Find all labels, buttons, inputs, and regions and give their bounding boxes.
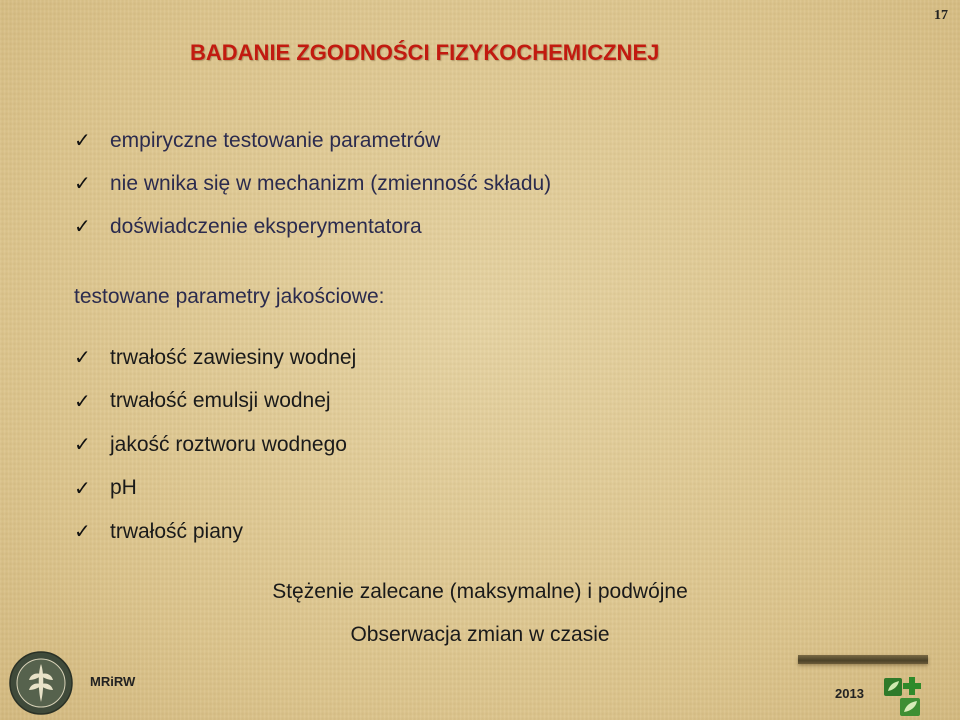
list-item	[74, 380, 356, 424]
footer-divider-bar	[798, 655, 928, 664]
list-item	[74, 336, 356, 380]
list-item-text: trwałość piany	[110, 519, 244, 543]
checkmark-icon: ✓	[74, 390, 91, 413]
footer-organization: MRiRW	[90, 674, 136, 689]
quality-parameters-heading: testowane parametry jakościowe:	[74, 285, 385, 308]
slide-title: BADANIE ZGODNOŚCI FIZYKOCHEMICZNEJ	[190, 40, 660, 65]
list-item-text: empiryczne testowanie parametrów	[110, 128, 441, 152]
list-item	[74, 423, 356, 467]
checkmark-icon: ✓	[74, 216, 91, 238]
list-item	[74, 119, 551, 162]
list-item	[74, 510, 356, 554]
checkmark-icon: ✓	[74, 521, 91, 544]
list-item-text: doświadczenie eksperymentatora	[110, 214, 422, 238]
checkmark-icon: ✓	[74, 347, 91, 370]
list-item-text: trwałość emulsji wodnej	[110, 389, 331, 413]
note-observation: Obserwacja zmian w czasie	[350, 623, 610, 646]
list-item-text: trwałość zawiesiny wodnej	[110, 345, 357, 369]
plant-protection-icons	[882, 674, 926, 718]
list-item	[74, 467, 356, 511]
checkmark-icon: ✓	[74, 477, 91, 500]
checkmark-icon: ✓	[74, 173, 91, 195]
list-item-text: pH	[110, 476, 137, 500]
list-item-text: jakość roztworu wodnego	[110, 432, 347, 456]
quality-parameters-list	[74, 336, 356, 554]
ministry-seal-logo	[8, 650, 74, 716]
note-concentration: Stężenie zalecane (maksymalne) i podwójne	[272, 580, 688, 603]
principles-list	[74, 119, 551, 248]
list-item	[74, 205, 551, 248]
checkmark-icon: ✓	[74, 434, 91, 457]
footer-year: 2013	[835, 686, 864, 701]
list-item-text: nie wnika się w mechanizm (zmienność składu)	[110, 171, 552, 195]
checkmark-icon: ✓	[74, 130, 91, 152]
slide-number: 17	[934, 8, 948, 23]
list-item	[74, 162, 551, 205]
